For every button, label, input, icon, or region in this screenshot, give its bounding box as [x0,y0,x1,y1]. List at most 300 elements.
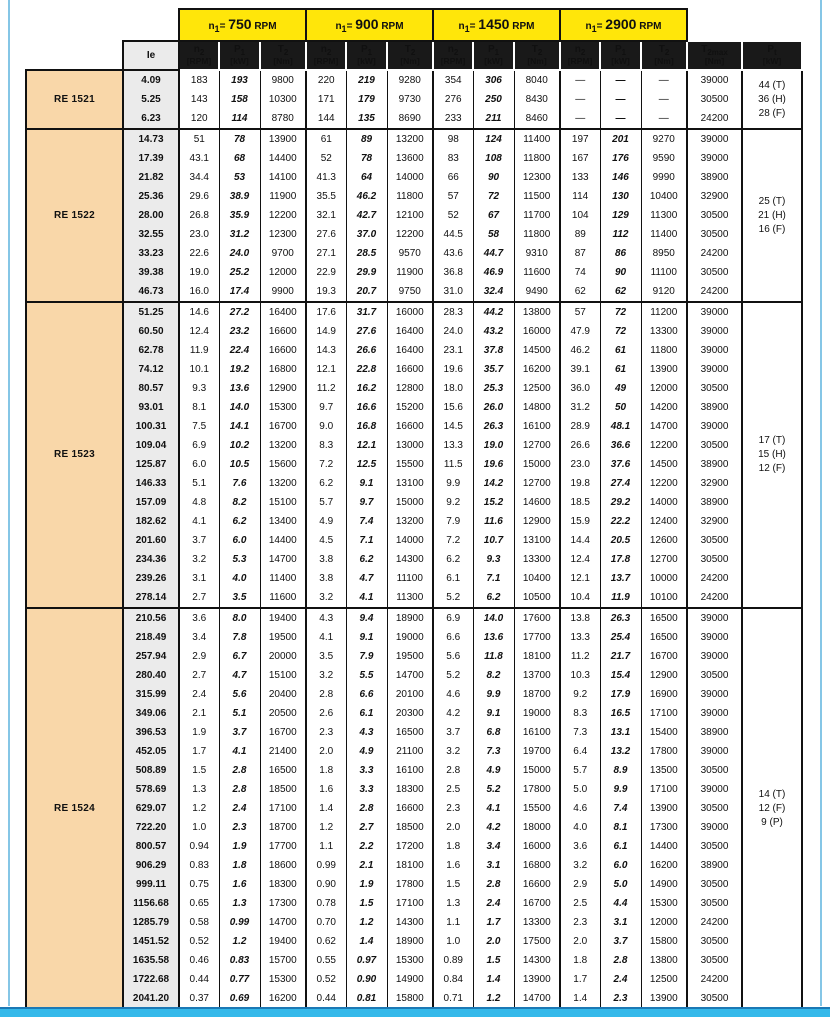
p1-cell: 44.2 [473,302,514,322]
t2-cell: 20100 [387,685,433,704]
table-row [26,90,802,109]
n2-cell: 36.0 [560,379,600,398]
p1-cell: 1.9 [346,875,387,894]
t2-cell: 13900 [514,970,560,989]
n2-cell: 114 [560,187,600,206]
n2-cell: 11.9 [179,341,219,360]
p1-cell: 11.6 [473,512,514,531]
n2-cell: 6.6 [433,628,473,647]
n2-cell: 5.7 [306,493,346,512]
t2max-cell: 30500 [687,932,742,951]
t2-cell: 12700 [514,436,560,455]
n2-cell: 44.5 [433,225,473,244]
rpm-value: 2900 [605,15,637,32]
p1-cell: 3.7 [219,723,260,742]
column-header-row [26,41,802,70]
bottom-accent-bar [0,1007,830,1017]
p1-cell: 2.8 [219,761,260,780]
unit-label: [kW] [611,56,630,67]
t2-cell: 15300 [387,951,433,970]
p1-cell: 6.2 [219,512,260,531]
t2-cell: 10100 [641,588,687,608]
p1-cell: 1.7 [473,913,514,932]
t2max-cell: 39000 [687,608,742,628]
ie-cell: 14.73 [123,129,179,149]
t2-cell: 14700 [260,550,306,569]
n2-cell: 7.5 [179,417,219,436]
t2-cell: 18700 [260,818,306,837]
p1-cell: 26.6 [346,341,387,360]
t2-cell: 18100 [387,856,433,875]
pt-line: 25 (T) [758,195,786,207]
n2-cell: 8.3 [560,704,600,723]
n2-cell: 3.2 [306,666,346,685]
t2-cell: 17100 [260,799,306,818]
p1-cell: 25.4 [600,628,641,647]
n2-cell: 2.0 [433,818,473,837]
table-row [26,588,802,608]
t2-cell: 12000 [641,379,687,398]
n2-cell: 43.1 [179,149,219,168]
ie-cell: 93.01 [123,398,179,417]
t2-cell: 15400 [641,723,687,742]
t2max-cell: 39000 [687,818,742,837]
equals-sign: = [469,20,479,32]
symbol: P [233,44,241,56]
symbol-subscript: 1 [240,48,246,58]
ie-cell: 51.25 [123,302,179,322]
p1-cell: 4.4 [600,894,641,913]
unit-label: [kW] [762,56,782,67]
p1-cell: 12.1 [346,436,387,455]
n2-cell: 183 [179,70,219,90]
t2-cell: 16700 [260,417,306,436]
p1-cell: 6.0 [600,856,641,875]
n2-cell: 13.3 [433,436,473,455]
t2max-cell: 30500 [687,436,742,455]
table-row [26,512,802,531]
n2-cell: 22.6 [179,244,219,263]
t2-cell: 14100 [260,168,306,187]
t2-cell: 21100 [387,742,433,761]
t2-cell: 18900 [387,932,433,951]
p1-cell: 7.3 [473,742,514,761]
p1-cell: 17.4 [219,282,260,302]
p1-cell: 12.5 [346,455,387,474]
t2-cell: 16100 [514,417,560,436]
p1-cell: 2.3 [600,989,641,1010]
t2-cell: 12500 [641,970,687,989]
p1-cell: 20.7 [346,282,387,302]
p1-cell: 37.8 [473,341,514,360]
t2max-cell: 24200 [687,970,742,989]
n2-cell: 4.2 [433,704,473,723]
t2-cell: 9750 [387,282,433,302]
p1-cell: 4.1 [346,588,387,608]
p1-cell: 23.2 [219,322,260,341]
t2max-cell: 39000 [687,628,742,647]
n2-cell: 1.8 [306,761,346,780]
unit-label: [RPM] [186,56,212,67]
n2-cell: 2.7 [179,666,219,685]
t2-cell: 8460 [514,109,560,129]
p1-cell: 10.7 [473,531,514,550]
t2-cell: 8950 [641,244,687,263]
n2-cell: 1.5 [179,761,219,780]
ie-cell: 125.87 [123,455,179,474]
p1-cell: 5.5 [346,666,387,685]
t2-cell: 10500 [514,588,560,608]
p1-cell: 7.9 [346,647,387,666]
t2max-cell: 39000 [687,360,742,379]
t2-cell: 17100 [387,894,433,913]
n2-cell: 2.5 [433,780,473,799]
t2-cell: 15300 [260,970,306,989]
n2-cell: 5.1 [179,474,219,493]
n2-cell: 1.4 [560,989,600,1010]
n1-symbol: n [585,20,592,32]
ie-cell: 218.49 [123,628,179,647]
t2-cell: 16100 [387,761,433,780]
t2-column-header [514,41,560,70]
symbol-subscript: 1 [621,48,627,58]
t2max-cell: 30500 [687,989,742,1010]
p1-cell: 28.5 [346,244,387,263]
pt-line: 12 (F) [758,463,786,474]
unit-label: [Nm] [273,56,293,67]
n2-cell: 2.5 [560,894,600,913]
table-row [26,723,802,742]
n2-cell: 9.3 [179,379,219,398]
equals-sign: = [346,20,356,32]
p1-cell: 0.81 [346,989,387,1010]
n2-cell: 2.3 [306,723,346,742]
n2-cell: 89 [560,225,600,244]
model-label: RE 1523 [26,302,123,608]
t2-cell: — [641,109,687,129]
symbol: n [193,44,200,56]
t2-cell: 12700 [641,550,687,569]
n2-cell: 3.4 [179,628,219,647]
p1-cell: 9.1 [346,628,387,647]
n2-cell: — [560,109,600,129]
n2-cell: 83 [433,149,473,168]
table-row [26,761,802,780]
table-row [26,302,802,322]
p1-cell: 7.1 [346,531,387,550]
ie-cell: 234.36 [123,550,179,569]
p1-cell: 1.3 [219,894,260,913]
unit-label: [kW] [357,56,376,67]
t2-cell: 9800 [260,70,306,90]
t2-cell: 17100 [641,704,687,723]
ie-cell: 315.99 [123,685,179,704]
t2max-cell: 39000 [687,322,742,341]
table-row [26,837,802,856]
t2-cell: 17800 [641,742,687,761]
symbol-subscript: 1 [367,48,373,58]
n2-cell: 1.4 [306,799,346,818]
t2-cell: 13300 [514,550,560,569]
t2-cell: 13100 [514,531,560,550]
p1-cell: 3.3 [346,780,387,799]
p1-cell: 9.4 [346,608,387,628]
table-row [26,493,802,512]
n2-cell: 9.9 [433,474,473,493]
ie-cell: 257.94 [123,647,179,666]
t2-cell: 18600 [260,856,306,875]
table-row [26,666,802,685]
ie-cell: 578.69 [123,780,179,799]
t2-cell: 13600 [387,149,433,168]
symbol: T [658,44,665,56]
p1-cell: 158 [219,90,260,109]
p1-cell: 19.2 [219,360,260,379]
t2-cell: 16600 [387,360,433,379]
t2-cell: 9310 [514,244,560,263]
n2-cell: 0.75 [179,875,219,894]
n2-cell: 9.2 [433,493,473,512]
t2max-cell: 39000 [687,341,742,360]
n2-cell: 3.7 [433,723,473,742]
model-label: RE 1524 [26,608,123,1010]
p1-cell: 7.6 [219,474,260,493]
rpm-unit: RPM [251,20,277,32]
n2-cell: 27.6 [306,225,346,244]
p1-cell: 1.6 [219,875,260,894]
t2-cell: 14700 [641,417,687,436]
n2-cell: 19.6 [433,360,473,379]
p1-cell: 50 [600,398,641,417]
t2-cell: 13000 [387,436,433,455]
n2-cell: 51 [179,129,219,149]
n2-cell: 8.1 [179,398,219,417]
t2max-cell: 24200 [687,109,742,129]
t2-cell: 13900 [260,129,306,149]
n2-cell: 4.6 [433,685,473,704]
t2-cell: 14500 [641,455,687,474]
t2-cell: 20000 [260,647,306,666]
p1-cell: 2.8 [346,799,387,818]
table-header [26,9,802,70]
t2max-cell: 39000 [687,149,742,168]
ie-cell: 21.82 [123,168,179,187]
ie-cell: 396.53 [123,723,179,742]
t2-cell: 14700 [260,913,306,932]
ie-cell: 239.26 [123,569,179,588]
p1-cell: 3.1 [600,913,641,932]
p1-cell: 61 [600,360,641,379]
p1-cell: 35.7 [473,360,514,379]
t2max-cell: 30500 [687,951,742,970]
t2-cell: 15700 [260,951,306,970]
p1-cell: 25.3 [473,379,514,398]
symbol-subscript: 2 [199,48,205,58]
table-row [26,187,802,206]
n2-cell: 5.0 [560,780,600,799]
n2-cell: 15.9 [560,512,600,531]
n2-cell: 18.5 [560,493,600,512]
p1-cell: 176 [600,149,641,168]
p1-cell: 1.8 [219,856,260,875]
t2-cell: 16400 [387,322,433,341]
t2-cell: 13200 [260,436,306,455]
t2-cell: 13100 [387,474,433,493]
n2-cell: 9.7 [306,398,346,417]
p1-cell: 26.0 [473,398,514,417]
ie-cell: 349.06 [123,704,179,723]
p1-cell: 49 [600,379,641,398]
n1-subscript: 1 [591,23,597,34]
n2-cell: 9.2 [560,685,600,704]
t2-cell: — [641,70,687,90]
p1-cell: 20.5 [600,531,641,550]
p1-cell: 6.6 [346,685,387,704]
table-row [26,608,802,628]
t2max-cell: 30500 [687,263,742,282]
rpm-unit: RPM [509,20,535,32]
n2-cell: 10.4 [560,588,600,608]
t2max-cell: 38900 [687,723,742,742]
n2-cell: 7.2 [433,531,473,550]
n2-cell: 23.0 [179,225,219,244]
p1-cell: 21.7 [600,647,641,666]
t2max-cell: 24200 [687,588,742,608]
symbol-subscript: 2 [410,48,416,58]
n2-cell: — [560,70,600,90]
p1-cell: 0.99 [219,913,260,932]
t2-cell: 17300 [260,894,306,913]
p1-cell: 129 [600,206,641,225]
n2-cell: 3.2 [179,550,219,569]
ie-cell: 1156.68 [123,894,179,913]
p1-cell: 2.8 [600,951,641,970]
ie-cell: 722.20 [123,818,179,837]
p1-cell: 5.3 [219,550,260,569]
t2-cell: 9900 [260,282,306,302]
t2-cell: 12300 [514,168,560,187]
pt-line: 15 (H) [758,449,786,460]
p1-cell: 31.2 [219,225,260,244]
t2-cell: 16600 [387,799,433,818]
t2-cell: 19500 [260,628,306,647]
t2-cell: 15000 [514,761,560,780]
symbol: P [767,44,774,56]
t2-cell: 14000 [387,531,433,550]
n2-cell: 27.1 [306,244,346,263]
n2-cell: 4.5 [306,531,346,550]
table-row [26,818,802,837]
p1-cell: 1.2 [473,989,514,1010]
t2-cell: 13200 [387,512,433,531]
n2-cell: 14.6 [179,302,219,322]
table-row [26,799,802,818]
rpm-value: 900 [355,15,379,32]
p1-cell: 15.4 [600,666,641,685]
p1-cell: 37.0 [346,225,387,244]
p1-cell: 32.4 [473,282,514,302]
symbol-subscript: 2 [326,48,332,58]
t2-cell: 12900 [260,379,306,398]
t2-cell: 16800 [514,856,560,875]
t2-cell: 13900 [641,360,687,379]
t2-cell: 14900 [387,970,433,989]
n2-cell: 14.9 [306,322,346,341]
ie-cell: 46.73 [123,282,179,302]
t2-cell: 9490 [514,282,560,302]
n1-symbol: n [335,20,342,32]
n2-cell: 0.52 [179,932,219,951]
p1-cell: 6.8 [473,723,514,742]
n2-column-header [560,41,600,70]
n2-cell: 2.7 [179,588,219,608]
n2-cell: 36.8 [433,263,473,282]
table-row [26,168,802,187]
t2-cell: 16600 [514,875,560,894]
n2-cell: 19.0 [179,263,219,282]
p1-cell: 5.6 [219,685,260,704]
n2-cell: 3.5 [306,647,346,666]
t2-cell: 12500 [514,379,560,398]
t2-cell: 9590 [641,149,687,168]
table-row [26,569,802,588]
ie-cell: 6.23 [123,109,179,129]
t2-cell: 12900 [641,666,687,685]
pt-line: 17 (T) [758,435,786,446]
p1-cell: 8.1 [600,818,641,837]
t2-cell: 12200 [260,206,306,225]
n2-cell: 19.8 [560,474,600,493]
n2-cell: 8.3 [306,436,346,455]
p1-cell: 38.9 [219,187,260,206]
t2-cell: 13200 [260,474,306,493]
n2-cell: 0.55 [306,951,346,970]
t2-cell: 13800 [641,951,687,970]
n2-cell: 47.9 [560,322,600,341]
n2-cell: 2.3 [560,913,600,932]
n2-cell: 6.4 [560,742,600,761]
n1-subscript: 1 [214,23,220,34]
ie-cell: 508.89 [123,761,179,780]
t2-cell: 12600 [641,531,687,550]
n2-cell: 28.9 [560,417,600,436]
n2-cell: 0.58 [179,913,219,932]
t2-cell: 21400 [260,742,306,761]
n2-cell: 2.1 [179,704,219,723]
p1-cell: 11.9 [600,588,641,608]
t2-cell: 14500 [514,341,560,360]
ie-cell: 25.36 [123,187,179,206]
table-row [26,70,802,90]
p1-cell: 7.4 [600,799,641,818]
n2-cell: 1.2 [306,818,346,837]
symbol: n [574,44,581,56]
t2max-cell: 30500 [687,799,742,818]
t2max-cell: 24200 [687,569,742,588]
rpm-value: 750 [228,15,252,32]
p1-cell: 8.2 [219,493,260,512]
p1-cell: 0.83 [219,951,260,970]
p1-cell: 72 [600,322,641,341]
n2-cell: 61 [306,129,346,149]
symbol: n [447,44,454,56]
table-row [26,742,802,761]
n2-cell: 233 [433,109,473,129]
n2-cell: 23.1 [433,341,473,360]
p1-cell: 68 [219,149,260,168]
t2-cell: 14400 [641,837,687,856]
p1-cell: 36.6 [600,436,641,455]
